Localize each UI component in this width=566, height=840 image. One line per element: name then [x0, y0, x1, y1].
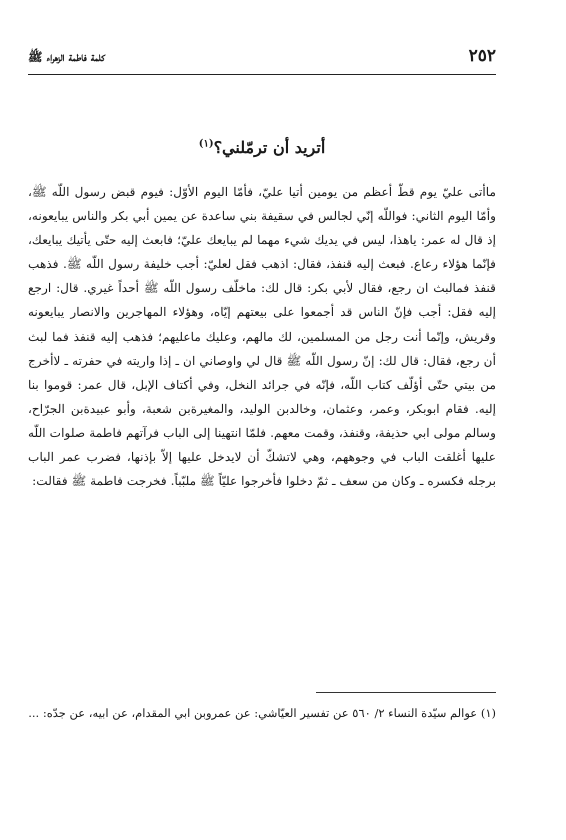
footnote: (١) عوالم سيّدة النساء ٢/ ٥٦٠ عن تفسير العيّاشي: عن عمروبن ابي المقدام، عن ابيه، عن جدّه: ... [28, 706, 496, 720]
footnote-divider [316, 692, 496, 693]
body-paragraph: ماأتى عليّ يوم قطّ أعظم من يومين أتيا عليّ، فأمّا اليوم الأوّل: فيوم قبض رسول اللّه ﷺ، وأمّا اليوم الثاني: فواللّه إنّي لجالس في سقيفة بني ساعدة عن يمين أبي بكر والناس يبايعونه، إذ قال له عمر: ياهذا، ليس في يديك شيء مهما لم يبايعك عليّ؛ فابعث إليه حتّى يأتيك يبايعك، فإنّما هؤلاء رعاع. فبعث إليه قنفذ، فقال: اذهب فقل لعليّ: أجب خليفة رسول اللّه ﷺ. فذهب قنفذ فمالبث ان رجع، فقال لأبي بكر: قال لك: ماخلّف رسول اللّه ﷺ أحداً غيري. قال: ارجع إليه فقل: أجب فإنّ الناس قد أجمعوا على بيعتهم إيّاه، وهؤلاء المهاجرين والانصار يبايعونه وقريش، وإنّما أنت رجل من المسلمين، لك مالهم، وعليك ماعليهم؛ فذهب إليه قنفذ فما لبث أن رجع، فقال: قال لك: إنّ رسول اللّه ﷺ قال لي واوصاني ان ـ إذا واريته في حفرته ـ لاأخرج من بيتي حتّى أؤلّف كتاب اللّه، فإنّه في جرائد النخل، وفي أكتاف الإبل، قال عمر: قوموا بنا إليه. فقام ابوبكر، وعمر، وعثمان، وخالدبن الوليد، والمغيرةبن شعبة، وأبو عبيدةبن الجرّاح، وسالم مولى ابي حذيفة، وقنفذ، وقمت معهم. فلمّا انتهينا إلى الباب فرآتهم فاطمة صلوات اللّه عليها أغلقت الباب في وجوههم، وهي لاتشكّ أن لايدخل عليها إلاّ بإذنها، فضرب عمر الباب برجله فكسره ـ وكان من سعف ـ ثمّ دخلوا فأخرجوا عليّاً ﷺ ملبّباً. فخرجت فاطمة ﷺ فقالت: [28, 185, 496, 489]
header-divider [28, 74, 496, 75]
body-text [28, 180, 496, 493]
page-header [28, 46, 496, 74]
running-title: كلمة فاطمة الزهراء ﷺ [28, 50, 105, 64]
section-title-text: أتريد أن ترمّلني؟ [213, 138, 326, 157]
section-title [28, 138, 496, 157]
page-number: ٢٥٢ [468, 46, 496, 66]
footnote-marker: (١) [198, 138, 214, 150]
